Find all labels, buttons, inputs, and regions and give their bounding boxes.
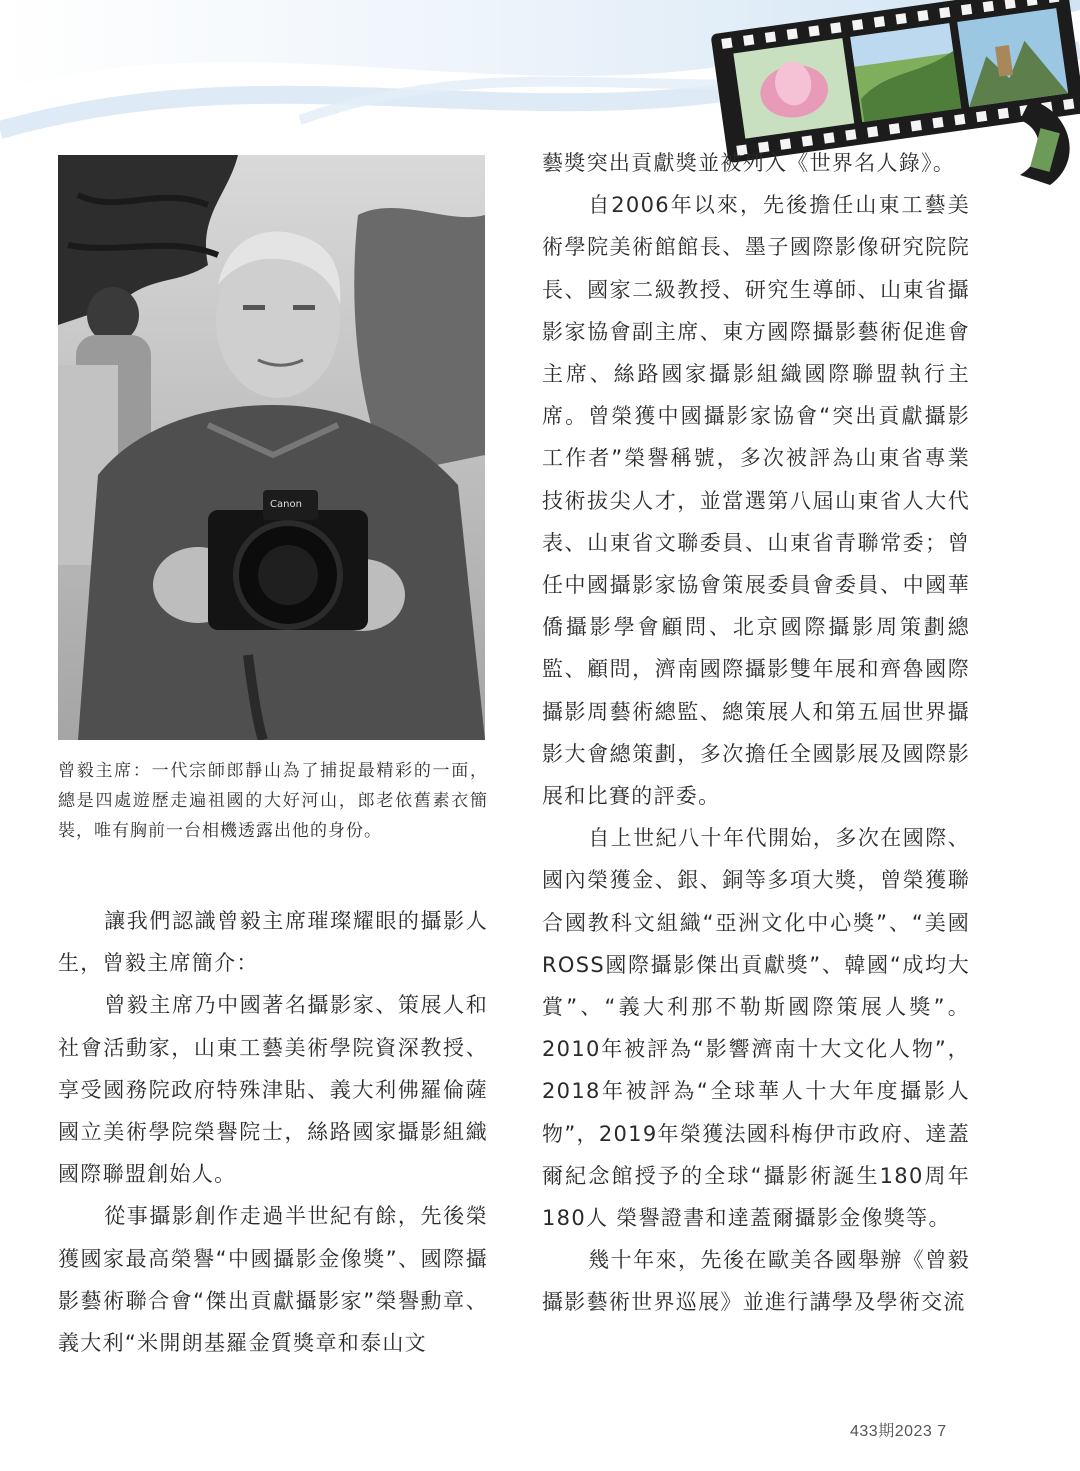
paragraph: 從事攝影創作走過半世紀有餘，先後榮獲國家最高榮譽“中國攝影金像獎”、國際攝影藝術聯合會“傑出貢獻攝影家”榮譽勳章、義大利“米開朗基羅金質獎章和泰山文: [58, 1204, 488, 1356]
page-footer: 433期2023 7: [850, 1423, 947, 1440]
paragraph: 讓我們認識曾毅主席璀璨耀眼的攝影人生，曾毅主席簡介：: [58, 909, 488, 976]
article-column-left: [58, 900, 488, 1364]
photo-photographer-with-camera: [58, 155, 485, 740]
paragraph: 自2006年以來，先後擔任山東工藝美術學院美術館館長、墨子國際影像研究院院長、國家二級教授、研究生導師、山東省攝影家協會副主席、東方國際攝影藝術促進會主席、絲路國家攝影組織國際聯盟執行主席。曾榮獲中國攝影家協會“突出貢獻攝影工作者”榮譽稱號，多次被評為山東省專業技術拔尖人才，並當選第八屆山東省人大代表、山東省文聯委員、山東省青聯常委；曾任中國攝影家協會策展委員會委員、中國華僑攝影學會顧問、北京國際攝影周策劃總監、顧問，濟南國際攝影雙年展和齊魯國際攝影周藝術總監、總策展人和第五屆世界攝影大會總策劃，多次擔任全國影展及國際影展和比賽的評委。: [542, 193, 970, 809]
article-column-right: [542, 142, 970, 1324]
camera-brand-label: Canon: [270, 499, 302, 510]
paragraph: 藝獎突出貢獻獎並被列入《世界名人錄》。: [542, 151, 956, 175]
paragraph: 自上世紀八十年代開始，多次在國際、國內榮獲金、銀、銅等多項大獎，曾榮獲聯合國教科文組織“亞洲文化中心獎”、“美國ROSS國際攝影傑出貢獻獎”、韓國“成均大賞”、“義大利那不勒斯國際策展人獎”。2010年被評為“影響濟南十大文化人物”，2018年被評為“全球華人十大年度攝影人物”，2019年榮獲法國科梅伊市政府、達蓋爾紀念館授予的全球“攝影術誕生180周年180人 榮譽證書和達蓋爾攝影金像獎等。: [542, 826, 970, 1231]
paragraph: 曾毅主席乃中國著名攝影家、策展人和社會活動家，山東工藝美術學院資深教授、享受國務院政府特殊津貼、義大利佛羅倫薩國立美術學院榮譽院士，絲路國家攝影組織國際聯盟創始人。: [58, 993, 488, 1187]
paragraph: 幾十年來，先後在歐美各國舉辦《曾毅攝影藝術世界巡展》並進行講學及學術交流: [542, 1248, 970, 1315]
photo-caption: 曾毅主席：一代宗師郎靜山為了捕捉最精彩的一面，總是四處遊歷走遍祖國的大好河山，郎老依舊素衣簡裝，唯有胸前一台相機透露出他的身份。: [58, 761, 488, 841]
